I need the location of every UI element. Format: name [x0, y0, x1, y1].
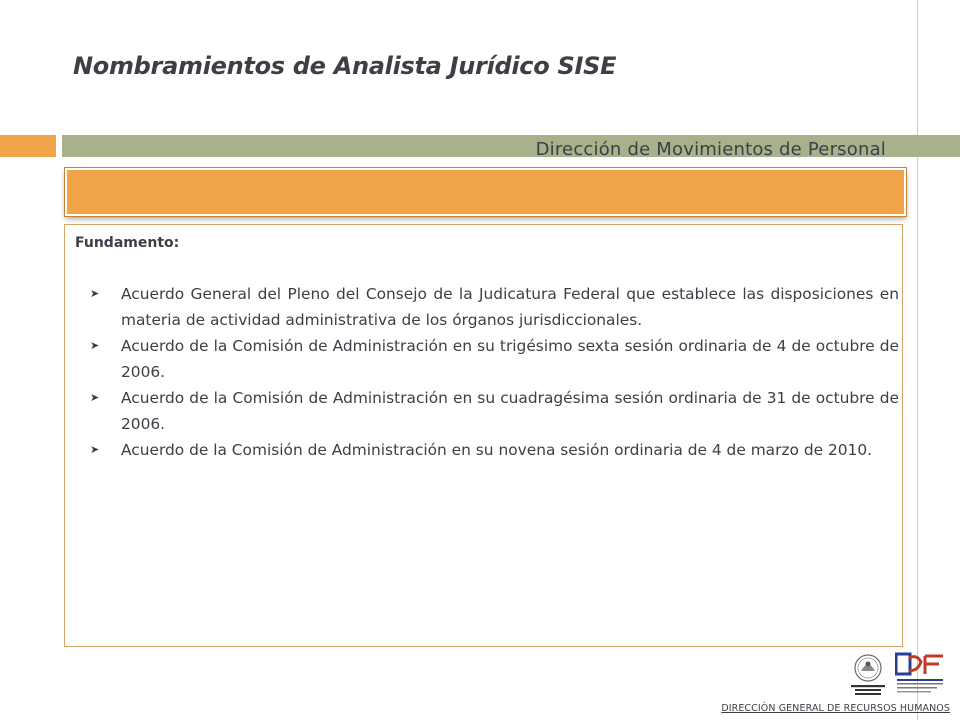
bullet-list — [87, 281, 899, 463]
list-item-text: Acuerdo de la Comisión de Administración en su novena sesión ordinaria de 4 de marzo de 2010. — [121, 441, 873, 459]
arrowhead-bullet-icon: ➤ — [90, 287, 100, 300]
right-vertical-rule — [917, 0, 918, 720]
list-item — [87, 281, 899, 333]
list-item — [87, 385, 899, 437]
arrowhead-bullet-icon: ➤ — [90, 339, 100, 352]
cdf-logo — [895, 652, 947, 698]
content-box — [64, 224, 903, 647]
footer-department-label: DIRECCIÓN GENERAL DE RECURSOS HUMANOS — [721, 703, 950, 714]
list-item-text: Acuerdo de la Comisión de Administración en su trigésimo sexta sesión ordinaria de 4 de octubre de 2006. — [121, 337, 899, 381]
poder-judicial-logo — [847, 652, 889, 700]
list-item — [87, 437, 899, 463]
slide-title: Nombramientos de Analista Jurídico SISE — [73, 52, 617, 80]
list-item-text: Acuerdo General del Pleno del Consejo de la Judicatura Federal que establece las disposiciones en materia de actividad administrativa de los órganos jurisdiccionales. — [121, 285, 899, 329]
orange-header-bar — [65, 168, 906, 216]
arrowhead-bullet-icon: ➤ — [90, 391, 100, 404]
list-item-text: Acuerdo de la Comisión de Administración en su cuadragésima sesión ordinaria de 31 de octubre de 2006. — [121, 389, 899, 433]
fundamento-heading: Fundamento: — [75, 235, 180, 251]
slide-subtitle: Dirección de Movimientos de Personal — [535, 139, 886, 160]
list-item — [87, 333, 899, 385]
orange-accent-rule — [0, 135, 56, 157]
arrowhead-bullet-icon: ➤ — [90, 443, 100, 456]
